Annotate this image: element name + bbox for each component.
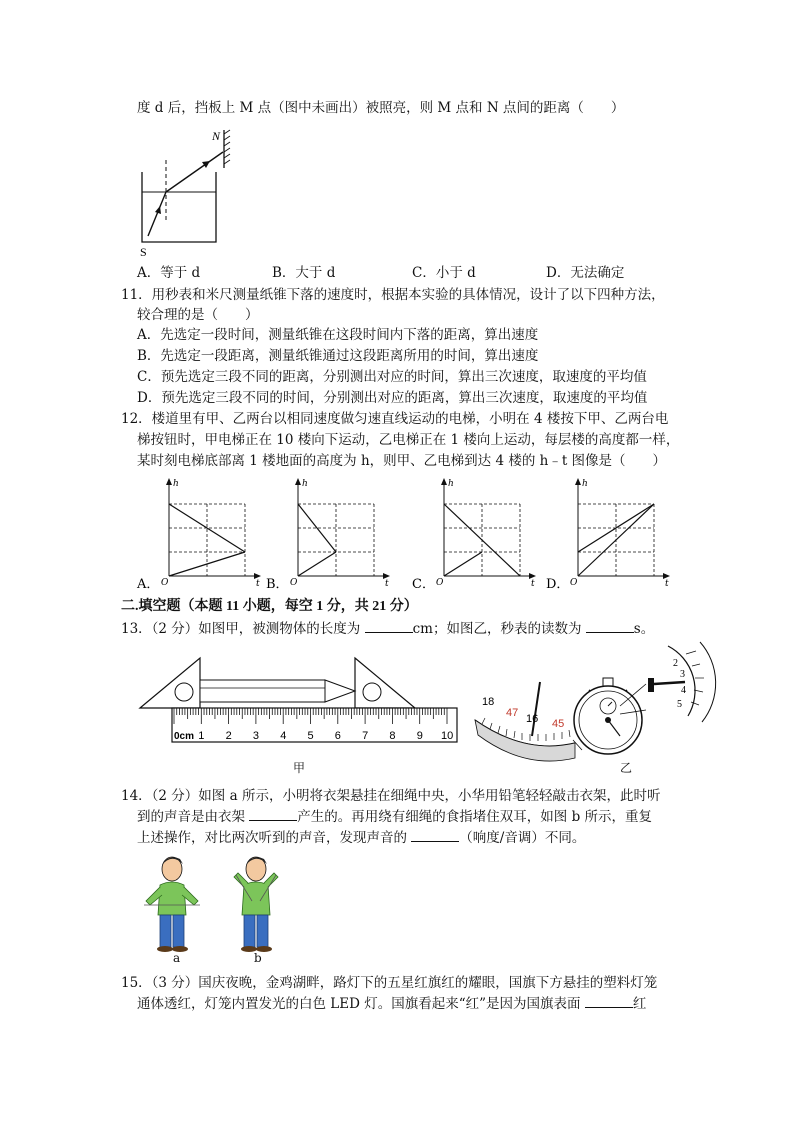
q15-l2: 通体透红，灯笼内置发光的白色 LED 灯。国旗看起来“红”是因为国旗表面 (137, 996, 585, 1012)
ruler-number: 6 (334, 730, 341, 742)
graph-a-t: t (256, 579, 260, 589)
dial-num-5: 5 (677, 699, 682, 710)
q11-stem-1: 11．用秒表和米尺测量纸锥下落的速度时，根据本实验的具体情况，设计了以下四种方法， (121, 287, 665, 303)
dial-num-2: 2 (673, 658, 678, 669)
q14-l2-post: 产生的。再用绕有细绳的食指堵住双耳，如图 b 所示，重复 (297, 809, 653, 825)
q13-blank-time (586, 619, 634, 633)
q13-text (121, 619, 654, 639)
q11-option-b: B．先选定一段距离，测量纸锥通过这段距离所用的时间，算出速度 (137, 348, 539, 364)
q12-graph-b (266, 476, 396, 591)
ruler-number: 3 (252, 730, 260, 742)
graph-d-o: O (570, 578, 578, 588)
q12-graph-a (137, 476, 267, 591)
graph-c-t: t (531, 579, 535, 589)
dial-num-3: 3 (680, 669, 685, 680)
q12-stem-2: 梯按钮时，甲电梯正在 10 楼向下运动，乙电梯正在 1 楼向上运动，每层楼的高度都一样， (137, 432, 680, 448)
q13-blank-length (365, 619, 413, 633)
graph-b-o: O (290, 578, 298, 588)
q10-n-label: N (212, 129, 221, 143)
dial-num-4: 4 (681, 685, 686, 696)
q10-option-c: C．小于 d (412, 265, 476, 281)
watch-num-16: 16 (526, 713, 539, 725)
graph-a-h: h (173, 479, 179, 489)
graph-a-letter: A． (137, 577, 160, 592)
label-a: a (173, 951, 181, 965)
q10-s-label: S (140, 245, 147, 259)
q11-option-a: A．先选定一段时间，测量纸锥在这段时间内下落的距离，算出速度 (137, 327, 539, 343)
ruler-number: 1 (198, 730, 205, 742)
q13-stopwatch-figure (470, 640, 710, 760)
q14-blank-1 (249, 807, 297, 821)
graph-d-t: t (665, 579, 669, 589)
q14-l2-pre: 到的声音是由衣架 (137, 809, 250, 825)
label-yi: 乙 (620, 761, 633, 775)
q14-l3-pre: 上述操作，对比两次听到的声音，发现声音的 (137, 830, 412, 846)
ruler-number: 4 (280, 730, 287, 742)
ruler-number: 10 (441, 730, 454, 742)
ruler-number: 5 (307, 730, 314, 742)
q14-l3-post: （响度/音调）不同。 (459, 830, 586, 846)
graph-d-h: h (582, 479, 588, 489)
graph-b-letter: B． (266, 577, 289, 592)
q10-option-d: D．无法确定 (546, 265, 625, 281)
q14-line-3 (137, 828, 585, 848)
q15-line-1: 15．（3 分）国庆夜晚，金鸡湖畔，路灯下的五星红旗红的耀眼，国旗下方悬挂的塑料灯笼 (121, 975, 658, 991)
ruler-number: 9 (416, 730, 423, 742)
q14-line-1: 14．（2 分）如图 a 所示，小明将衣架悬挂在细绳中央，小华用铅笔轻轻敲击衣架，此时听 (121, 788, 661, 804)
q13-post: s。 (633, 621, 655, 637)
q12-stem-1: 12．楼道里有甲、乙两台以相同速度做匀速直线运动的电梯，小明在 4 楼按下甲、乙两台电 (121, 411, 669, 427)
watch-num-18: 18 (482, 696, 495, 708)
q10-option-b: B．大于 d (272, 265, 336, 281)
graph-d-letter: D． (546, 577, 570, 592)
ruler-number: 2 (225, 730, 232, 742)
q15-l2-post: 红 (632, 996, 647, 1012)
watch-num-47: 47 (506, 707, 519, 719)
q14-figure-b (222, 855, 292, 960)
graph-c-h: h (448, 479, 454, 489)
label-b: b (254, 951, 262, 965)
graph-b-h: h (302, 479, 308, 489)
q10-option-a: A．等于 d (137, 265, 201, 281)
ruler-number: 7 (362, 730, 369, 742)
q11-option-c: C．预先选定三段不同的距离，分别测出对应的时间，算出三次速度，取速度的平均值 (137, 369, 647, 385)
q14-line-2 (137, 807, 652, 827)
q13-mid: cm；如图乙，秒表的读数为 (412, 621, 586, 637)
watch-num-45: 45 (552, 718, 565, 730)
q11-stem-2: 较合理的是（ ） (137, 307, 259, 323)
q12-graph-c (412, 476, 542, 591)
q12-stem-3: 某时刻电梯底部离 1 楼地面的高度为 h，则甲、乙电梯到达 4 楼的 h﹣t 图像是（ ） (137, 453, 667, 469)
q14-blank-2 (411, 828, 459, 842)
ruler-number: 8 (389, 730, 396, 742)
q10-tail-text: 度 d 后，挡板上 M 点（图中未画出）被照亮，则 M 点和 N 点间的距离（ ） (137, 100, 625, 116)
q15-blank-1 (585, 994, 633, 1008)
q12-graph-d (546, 476, 676, 591)
q13-pre: 13．（2 分）如图甲，被测物体的长度为 (121, 621, 365, 637)
graph-a-o: O (161, 578, 169, 588)
q13-ruler-figure (140, 650, 465, 750)
section-2-title: 二.填空题（本题 11 小题，每空 1 分，共 21 分） (121, 599, 418, 614)
graph-c-o: O (436, 578, 444, 588)
label-jia: 甲 (293, 761, 306, 775)
graph-b-t: t (385, 579, 389, 589)
q11-option-d: D．预先选定三段不同的时间，分别测出对应的距离，算出三次速度，取速度的平均值 (137, 390, 648, 406)
q14-figure-a (138, 855, 208, 960)
graph-c-letter: C． (412, 577, 435, 592)
q15-line-2 (137, 994, 646, 1014)
q10-figure (138, 120, 248, 260)
ruler-unit: 0cm (174, 731, 195, 742)
